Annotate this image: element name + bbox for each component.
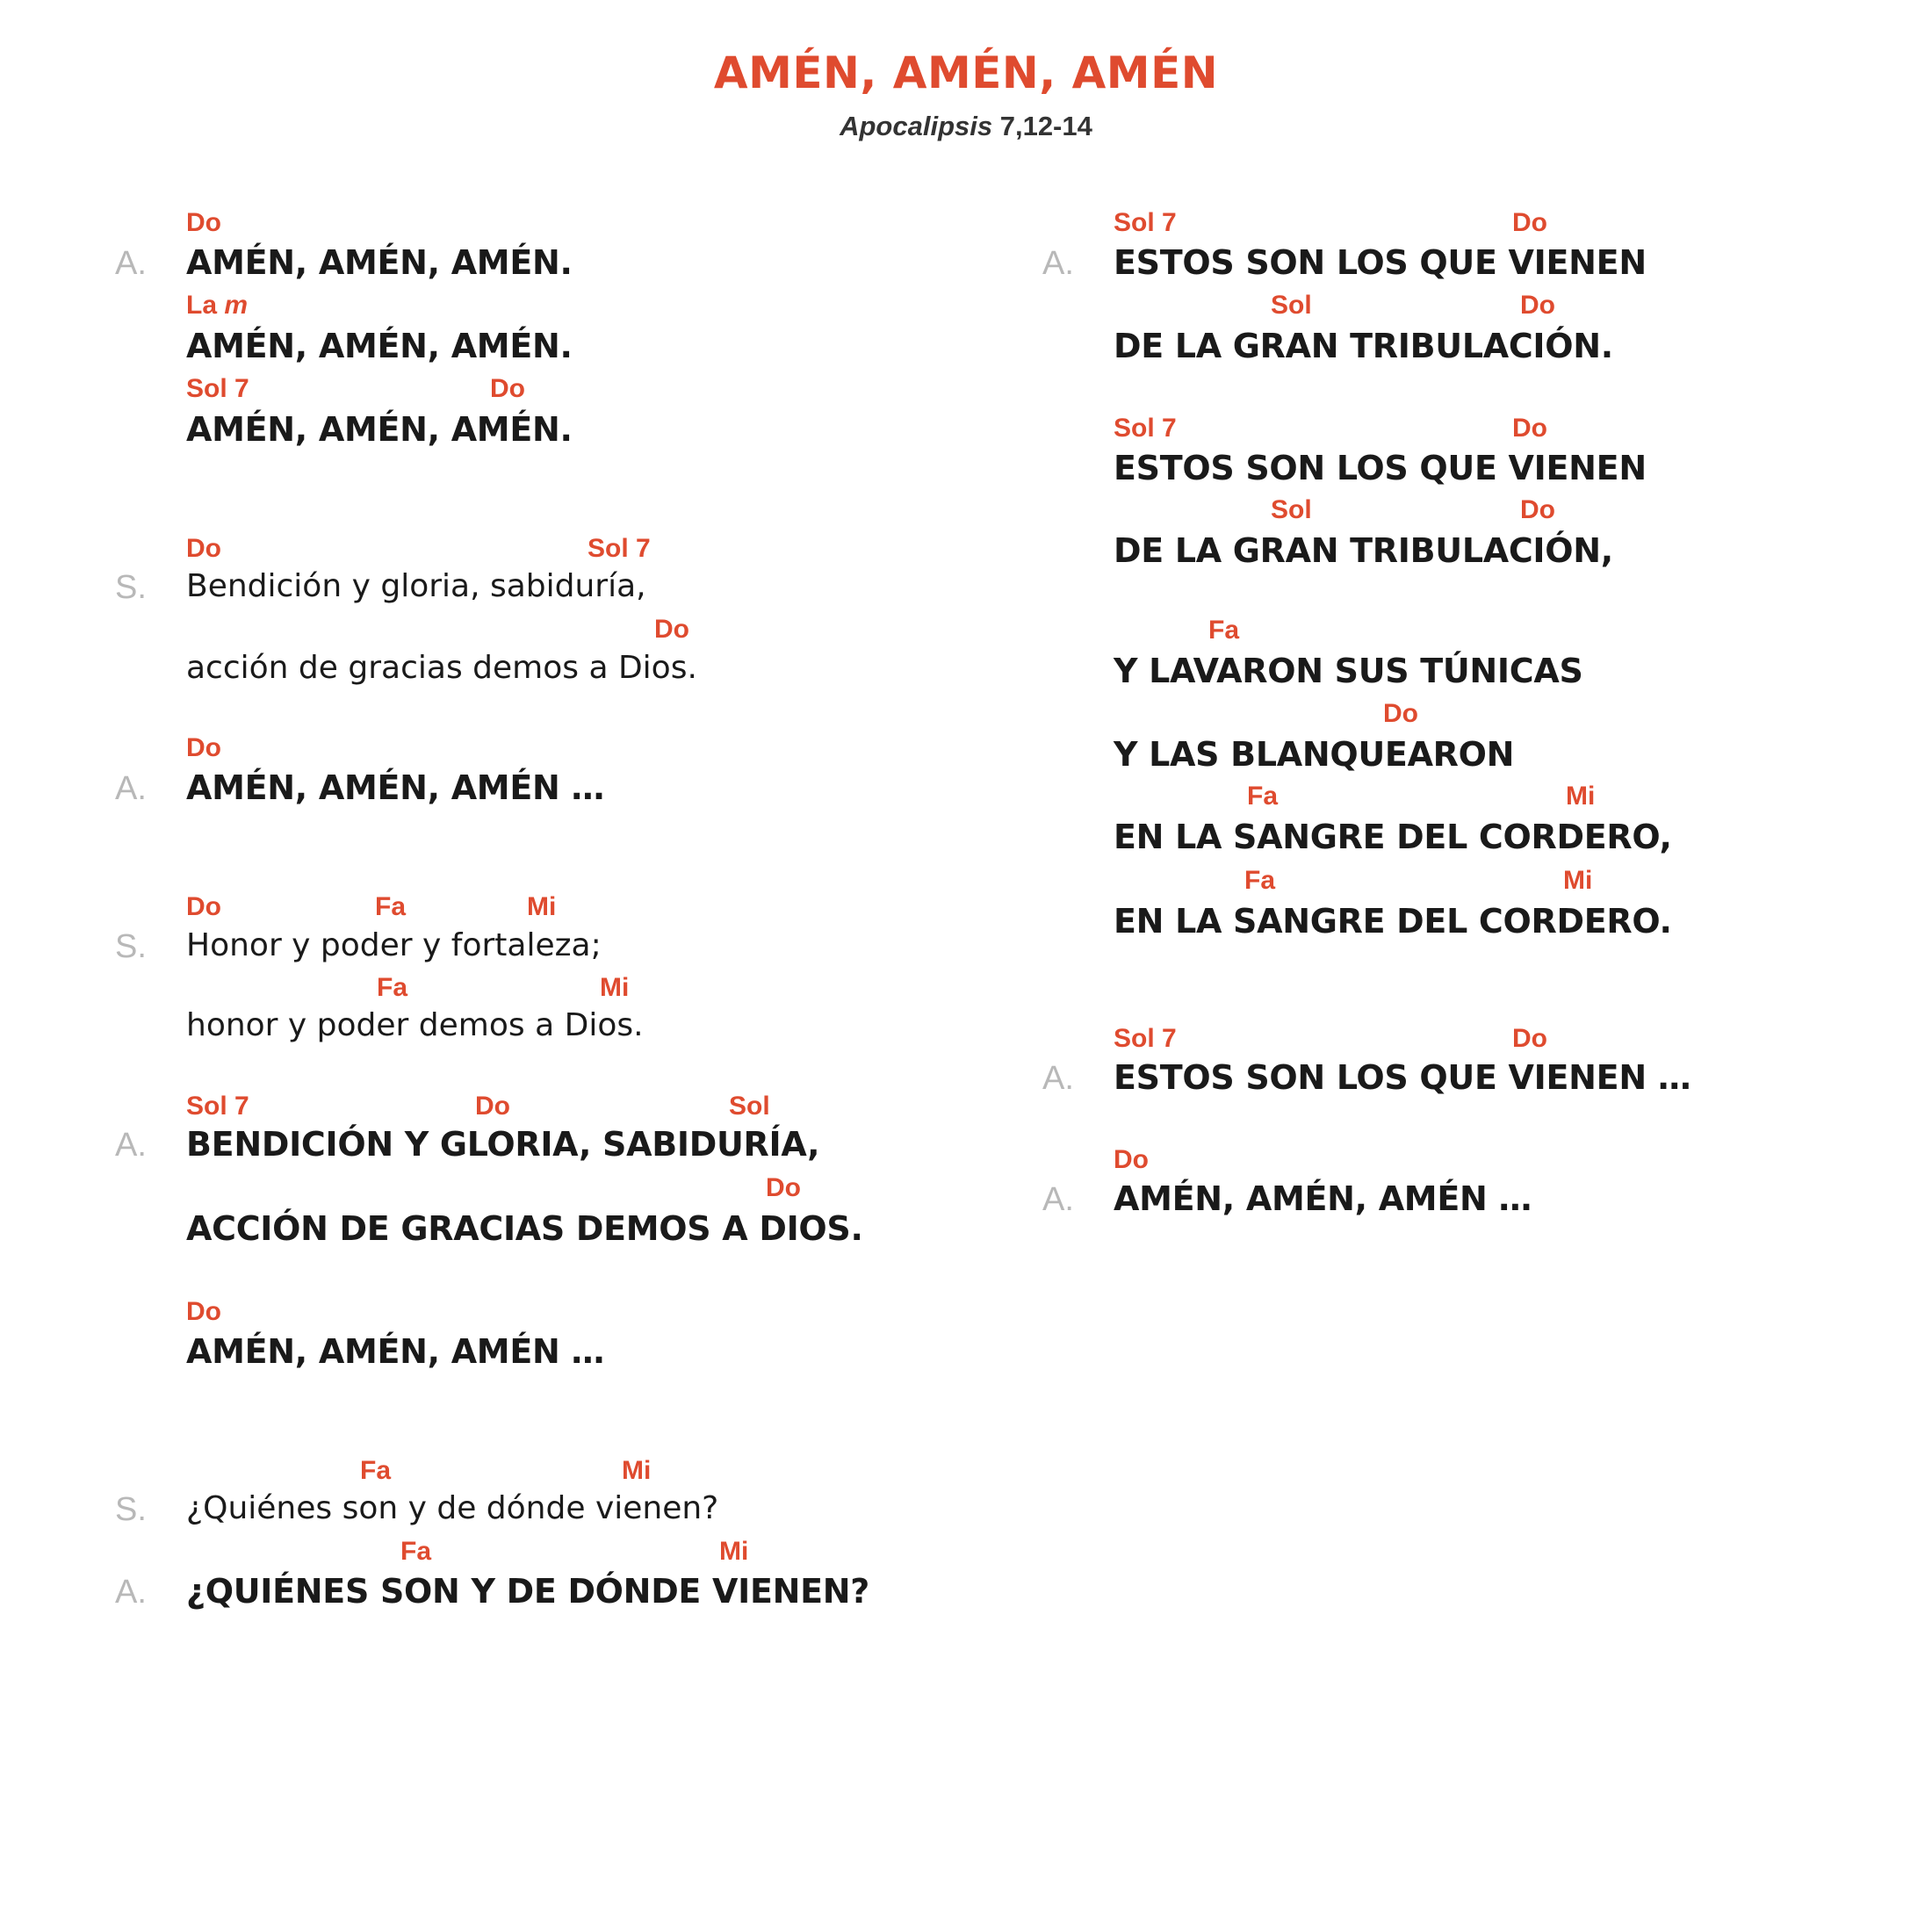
- assembly-marker: A.: [115, 770, 147, 807]
- soloist-marker: S.: [115, 1491, 147, 1528]
- chord: Do: [475, 1092, 510, 1121]
- chord: Sol: [1271, 291, 1312, 320]
- chord: Fa: [360, 1456, 392, 1485]
- chord: Fa: [1247, 782, 1279, 811]
- chord: Mi: [527, 892, 557, 921]
- chord: Sol: [729, 1092, 770, 1121]
- chord-root: La: [186, 291, 225, 320]
- chord: Mi: [1563, 866, 1593, 895]
- chord: Do: [766, 1173, 801, 1202]
- chord: Do: [654, 615, 689, 644]
- reference-book: Apocalipsis: [840, 111, 993, 141]
- chord: Mi: [719, 1537, 749, 1566]
- chord: Do: [1512, 414, 1547, 443]
- chord: Sol 7: [1114, 414, 1177, 443]
- lyric-line: DE LA GRAN TRIBULACIÓN,: [1114, 531, 1613, 570]
- chord: Do: [1512, 1024, 1547, 1053]
- lyric-line: Y LAS BLANQUEARON: [1114, 735, 1515, 774]
- assembly-marker: A.: [115, 1574, 147, 1611]
- lyric-line: AMÉN, AMÉN, AMÉN …: [1114, 1179, 1532, 1218]
- chord: Sol 7: [1114, 208, 1177, 237]
- chord: Do: [1520, 291, 1555, 320]
- lyric-line: honor y poder demos a Dios.: [186, 1007, 644, 1043]
- reference-verses: 7,12-14: [992, 111, 1092, 141]
- lyric-line: ¿QUIÉNES SON Y DE DÓNDE VIENEN?: [186, 1572, 870, 1611]
- chord: Fa: [1244, 866, 1276, 895]
- soloist-marker: S.: [115, 928, 147, 965]
- lyric-line: AMÉN, AMÉN, AMÉN …: [186, 768, 605, 807]
- chord-quality: m: [224, 291, 249, 320]
- assembly-marker: A.: [1042, 1060, 1074, 1097]
- lyric-line: acción de gracias demos a Dios.: [186, 650, 697, 686]
- chord: Do: [1520, 495, 1555, 524]
- soloist-marker: S.: [115, 569, 147, 606]
- chord: Do: [186, 733, 221, 762]
- chord: Do: [186, 1297, 221, 1326]
- chord: Fa: [1208, 616, 1240, 645]
- lyric-line: Y LAVARON SUS TÚNICAS: [1114, 652, 1583, 690]
- lyric-line: ACCIÓN DE GRACIAS DEMOS A DIOS.: [186, 1209, 863, 1248]
- lyric-line: ¿Quiénes son y de dónde vienen?: [186, 1490, 719, 1526]
- chord: Fa: [377, 973, 408, 1002]
- lyric-line: ESTOS SON LOS QUE VIENEN …: [1114, 1058, 1691, 1097]
- chord: Do: [1512, 208, 1547, 237]
- chord: Do: [1114, 1145, 1149, 1174]
- assembly-marker: A.: [115, 1127, 147, 1164]
- lyric-line: BENDICIÓN Y GLORIA, SABIDURÍA,: [186, 1125, 820, 1164]
- lyric-line: EN LA SANGRE DEL CORDERO,: [1114, 818, 1672, 856]
- chord: Mi: [622, 1456, 652, 1485]
- lyric-line: ESTOS SON LOS QUE VIENEN: [1114, 449, 1647, 487]
- lyric-line: ESTOS SON LOS QUE VIENEN: [1114, 243, 1647, 282]
- lyric-line: EN LA SANGRE DEL CORDERO.: [1114, 902, 1672, 941]
- lyric-line: AMÉN, AMÉN, AMÉN …: [186, 1332, 605, 1371]
- chord: Sol: [1271, 495, 1312, 524]
- chord: Do: [186, 892, 221, 921]
- chord: Fa: [400, 1537, 432, 1566]
- chord: Sol 7: [186, 374, 249, 403]
- lyric-line: DE LA GRAN TRIBULACIÓN.: [1114, 327, 1613, 365]
- lyric-line: Bendición y gloria, sabiduría,: [186, 568, 646, 604]
- chord: Sol 7: [186, 1092, 249, 1121]
- chord: Sol 7: [1114, 1024, 1177, 1053]
- chord: Mi: [1566, 782, 1596, 811]
- song-title: AMÉN, AMÉN, AMÉN: [713, 47, 1219, 98]
- assembly-marker: A.: [115, 245, 147, 282]
- chord: Do: [186, 208, 221, 237]
- chord: Do: [1383, 699, 1418, 728]
- lyric-line: AMÉN, AMÉN, AMÉN.: [186, 243, 573, 282]
- assembly-marker: A.: [1042, 1181, 1074, 1218]
- chord: Sol 7: [588, 534, 651, 563]
- chord: Do: [490, 374, 525, 403]
- lyric-line: AMÉN, AMÉN, AMÉN.: [186, 327, 573, 365]
- assembly-marker: A.: [1042, 245, 1074, 282]
- chord: Mi: [600, 973, 630, 1002]
- lyric-line: AMÉN, AMÉN, AMÉN.: [186, 410, 573, 449]
- chord: Do: [186, 534, 221, 563]
- chord: Fa: [375, 892, 407, 921]
- lyric-line: Honor y poder y fortaleza;: [186, 927, 602, 963]
